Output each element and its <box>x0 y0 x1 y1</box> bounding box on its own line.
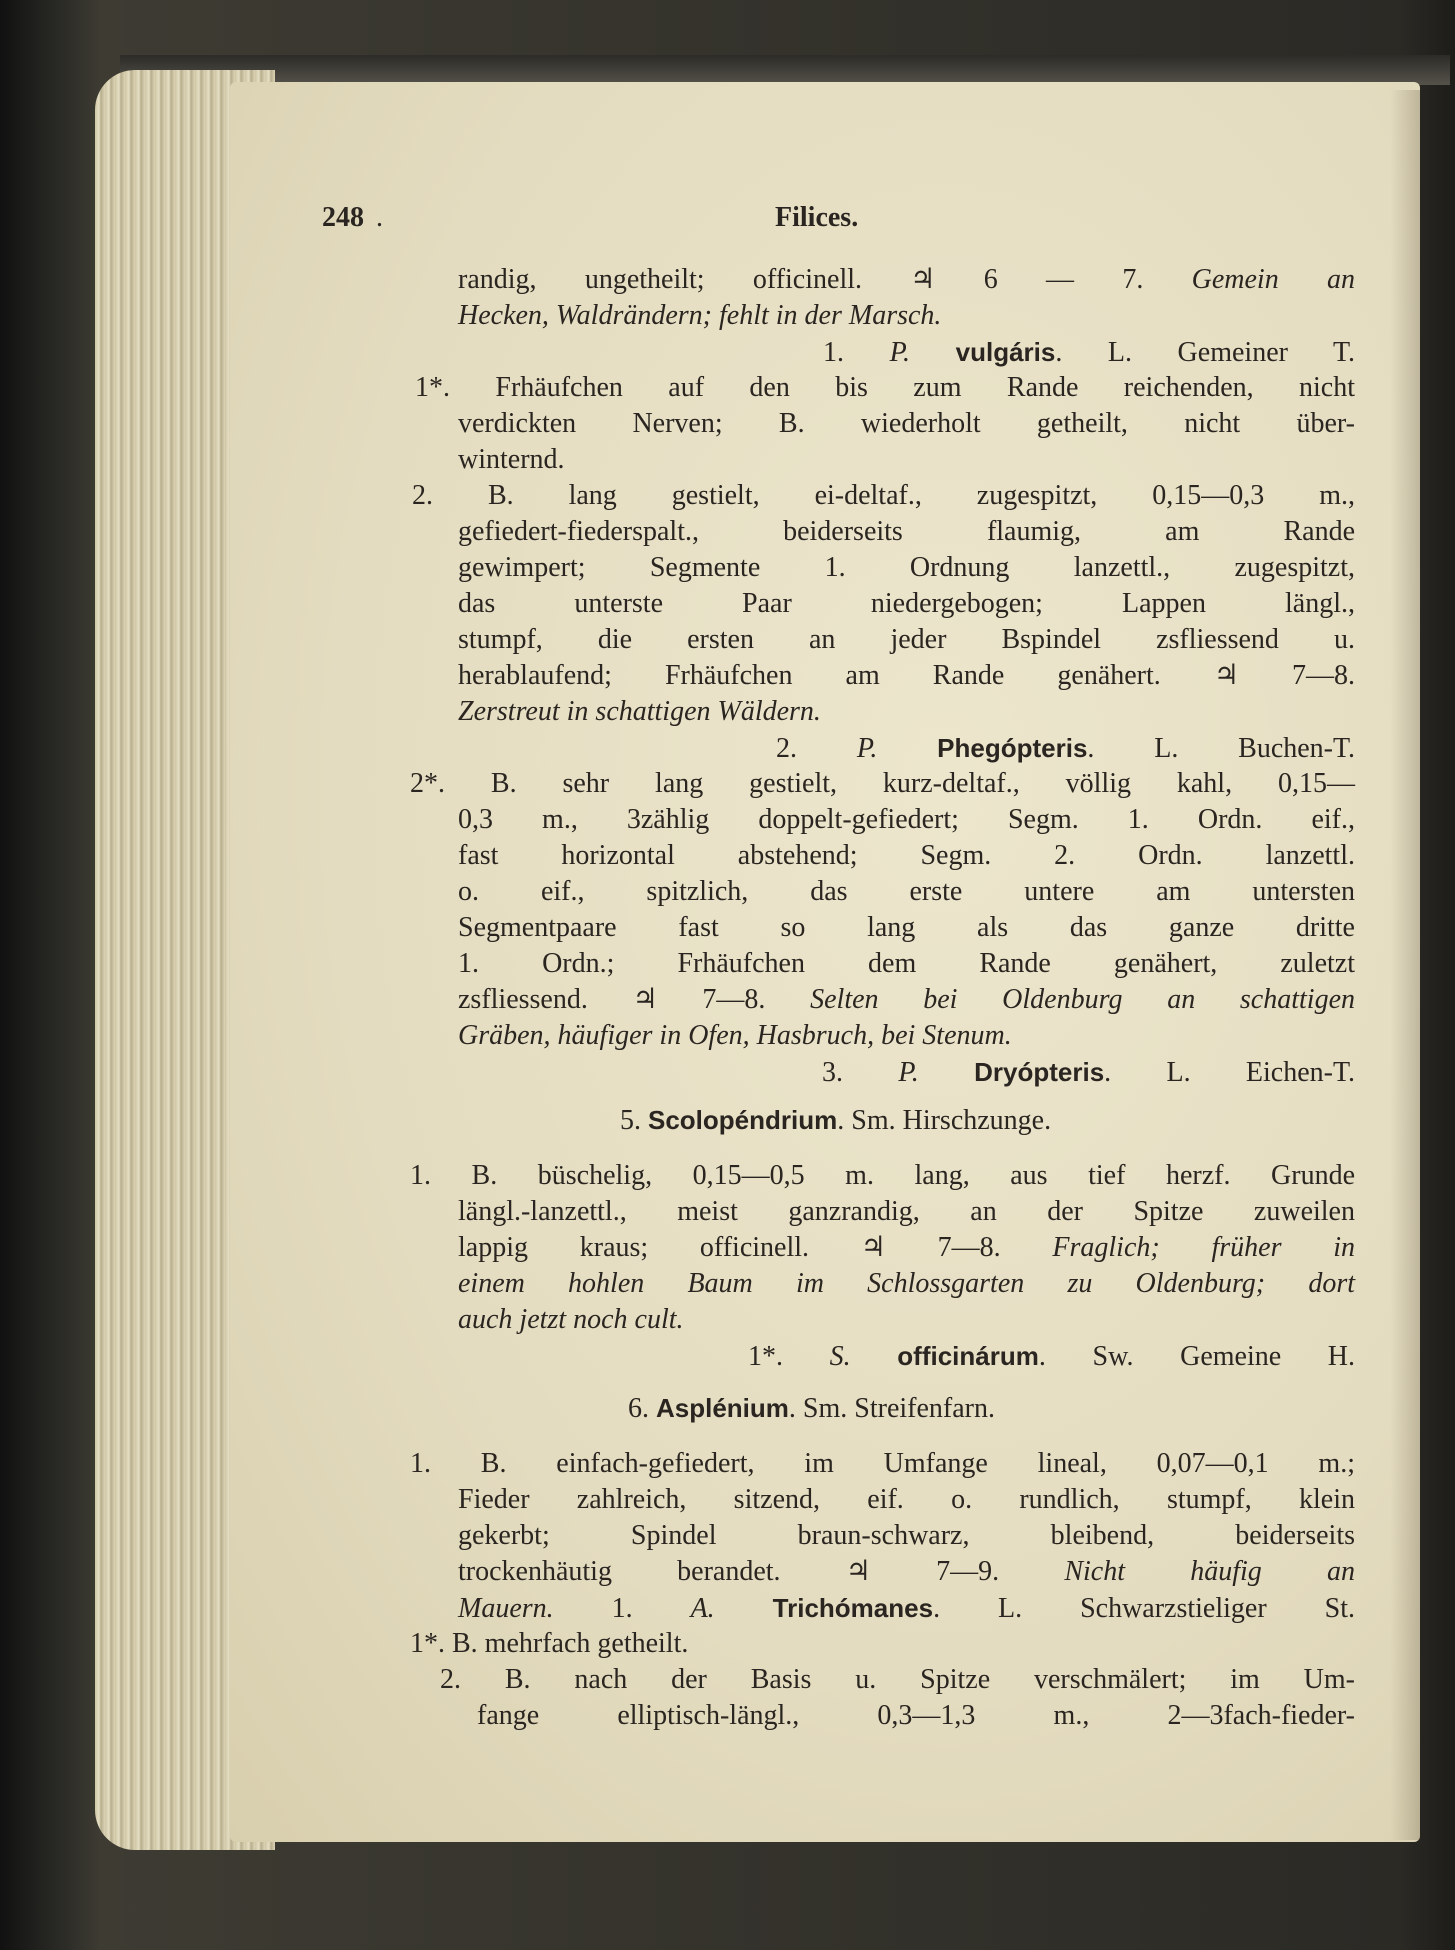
italic-text: Mauern. <box>458 1593 554 1624</box>
text-run: lappig kraus; officinell. ♃ 7—8. <box>458 1232 1053 1263</box>
text-line <box>748 1338 1355 1374</box>
text-run: 2. <box>776 733 857 764</box>
text-line <box>412 478 1355 514</box>
italic-text: Selten bei Oldenburg an schattigen <box>810 984 1355 1015</box>
text-run: 2. B. nach der Basis u. Spitze verschmälert; im Um- <box>440 1664 1355 1695</box>
text-line <box>458 658 1355 694</box>
text-run: o. eif., spitzlich, das erste untere am untersten <box>458 876 1355 907</box>
text-run: 6. <box>628 1393 656 1424</box>
text-run: verdickten Nerven; B. wiederholt getheilt, nicht über- <box>458 408 1355 439</box>
text-run <box>910 337 956 368</box>
text-line <box>415 370 1355 406</box>
text-line <box>458 1018 1258 1054</box>
text-line <box>410 1446 1355 1482</box>
text-run: . L. Eichen-T. <box>1104 1057 1355 1088</box>
text-run: 1*. B. mehrfach getheilt. <box>410 1628 689 1659</box>
text-line <box>458 514 1355 550</box>
text-line <box>823 334 1355 370</box>
text-line <box>458 838 1355 874</box>
species-name: Scolopéndrium <box>648 1105 838 1135</box>
species-name: Dryópteris <box>974 1057 1105 1087</box>
text-run: zsfliessend. ♃ 7—8. <box>458 984 811 1015</box>
text-run: längl.-lanzettl., meist ganzrandig, an der Spitze zuweilen <box>458 1196 1355 1227</box>
text-run: 1. B. einfach-gefiedert, im Umfange lineal, 0,07—0,1 m.; <box>410 1448 1355 1479</box>
text-line <box>458 1590 1355 1626</box>
text-line <box>458 1230 1355 1266</box>
text-line <box>458 442 658 478</box>
text-line <box>458 1482 1355 1518</box>
text-line <box>458 802 1355 838</box>
text-run <box>877 733 937 764</box>
species-name: vulgáris <box>955 337 1056 367</box>
running-title: Filices. <box>775 202 859 233</box>
text-run: . L. Buchen-T. <box>1087 733 1356 764</box>
text-line <box>620 1102 1180 1138</box>
italic-text: Gemein an <box>1191 264 1356 295</box>
text-line <box>458 874 1355 910</box>
text-run <box>715 1593 773 1624</box>
text-run: fange elliptisch-längl., 0,3—1,3 m., 2—3fach-fieder- <box>477 1700 1355 1731</box>
italic-text: Hecken, Waldrändern; fehlt in der Marsch. <box>458 300 942 331</box>
text-line <box>458 262 1355 298</box>
header-dot: . <box>376 202 383 233</box>
italic-text: A. <box>690 1593 715 1624</box>
text-run: randig, ungetheilt; officinell. ♃ 6 — 7. <box>458 264 1192 295</box>
text-line <box>458 1554 1355 1590</box>
italic-text: Nicht häufig an <box>1064 1556 1355 1587</box>
species-name: Trichómanes <box>772 1593 934 1623</box>
text-line <box>458 586 1355 622</box>
text-line <box>458 550 1355 586</box>
italic-text: S. <box>829 1341 851 1372</box>
text-run <box>919 1057 974 1088</box>
text-run: . L. Schwarzstieliger St. <box>933 1593 1355 1624</box>
text-run: . L. Gemeiner T. <box>1055 337 1356 368</box>
text-line <box>458 946 1355 982</box>
text-run: fast horizontal abstehend; Segm. 2. Ordn. lanzettl. <box>458 840 1355 871</box>
text-line <box>410 766 1355 802</box>
text-run: trockenhäutig berandet. ♃ 7—9. <box>458 1556 1065 1587</box>
text-run: 1. <box>553 1593 691 1624</box>
text-line <box>410 1626 910 1662</box>
text-line <box>458 622 1355 658</box>
text-line <box>458 406 1355 442</box>
text-run: . Sm. Streifenfarn. <box>788 1393 995 1424</box>
text-run: . Sm. Hirschzunge. <box>837 1105 1052 1136</box>
text-run: gekerbt; Spindel braun-schwarz, bleibend, beiderseits <box>458 1520 1355 1551</box>
text-run: 1. <box>823 337 890 368</box>
text-run: 3. <box>822 1057 899 1088</box>
text-run: 1. B. büschelig, 0,15—0,5 m. lang, aus tief herzf. Grunde <box>410 1160 1355 1191</box>
text-line <box>458 1194 1355 1230</box>
species-name: officinárum <box>897 1341 1039 1371</box>
text-line <box>458 1518 1355 1554</box>
italic-text: Zerstreut in schattigen Wäldern. <box>458 696 821 727</box>
italic-text: auch jetzt noch cult. <box>458 1304 684 1335</box>
text-line <box>458 982 1355 1018</box>
text-run: herablaufend; Frhäufchen am Rande genähert. ♃ 7—8. <box>458 660 1355 691</box>
text-line <box>440 1662 1355 1698</box>
text-run: gefiedert-fiederspalt., beiderseits flaumig, am Rande <box>458 516 1355 547</box>
italic-text: Fraglich; früher in <box>1052 1232 1356 1263</box>
page-number: 248 <box>322 202 364 233</box>
text-run: 2. B. lang gestielt, ei-deltaf., zugespitzt, 0,15—0,3 m., <box>412 480 1355 511</box>
italic-text: P. <box>898 1057 919 1088</box>
text-line <box>458 1302 778 1338</box>
text-line <box>628 1390 1128 1426</box>
text-run: . Sw. Gemeine H. <box>1038 1341 1356 1372</box>
text-run: das unterste Paar niedergebogen; Lappen längl., <box>458 588 1355 619</box>
text-run: 1*. <box>748 1341 830 1372</box>
italic-text: P. <box>856 733 878 764</box>
text-line <box>458 694 978 730</box>
text-run: 2*. B. sehr lang gestielt, kurz-deltaf., völlig kahl, 0,15— <box>410 768 1355 799</box>
text-run: Fieder zahlreich, sitzend, eif. o. rundlich, stumpf, klein <box>458 1484 1355 1515</box>
text-run: stumpf, die ersten an jeder Bspindel zsfliessend u. <box>458 624 1355 655</box>
species-name: Asplénium <box>656 1393 789 1423</box>
book-top-edge <box>120 55 1450 85</box>
text-line <box>458 1266 1355 1302</box>
text-line <box>410 1158 1355 1194</box>
text-run <box>851 1341 898 1372</box>
text-line <box>822 1054 1355 1090</box>
italic-text: P. <box>889 337 911 368</box>
text-run: 1*. Frhäufchen auf den bis zum Rande reichenden, nicht <box>415 372 1355 403</box>
page-gutter-shadow <box>1390 90 1420 1840</box>
text-line <box>458 910 1355 946</box>
text-run: winternd. <box>458 444 565 475</box>
text-run: 1. Ordn.; Frhäufchen dem Rande genähert, zuletzt <box>458 948 1355 979</box>
text-line <box>458 298 1118 334</box>
text-run: gewimpert; Segmente 1. Ordnung lanzettl., zugespitzt, <box>458 552 1355 583</box>
text-line <box>477 1698 1355 1734</box>
text-line <box>776 730 1355 766</box>
species-name: Phegópteris <box>937 733 1088 763</box>
text-run: 0,3 m., 3zählig doppelt-gefiedert; Segm. 1. Ordn. eif., <box>458 804 1355 835</box>
italic-text: einem hohlen Baum im Schlossgarten zu Oldenburg; dort <box>458 1268 1355 1299</box>
text-run: Segmentpaare fast so lang als das ganze dritte <box>458 912 1355 943</box>
italic-text: Gräben, häufiger in Ofen, Hasbruch, bei Stenum. <box>458 1020 1012 1051</box>
text-run: 5. <box>620 1105 648 1136</box>
